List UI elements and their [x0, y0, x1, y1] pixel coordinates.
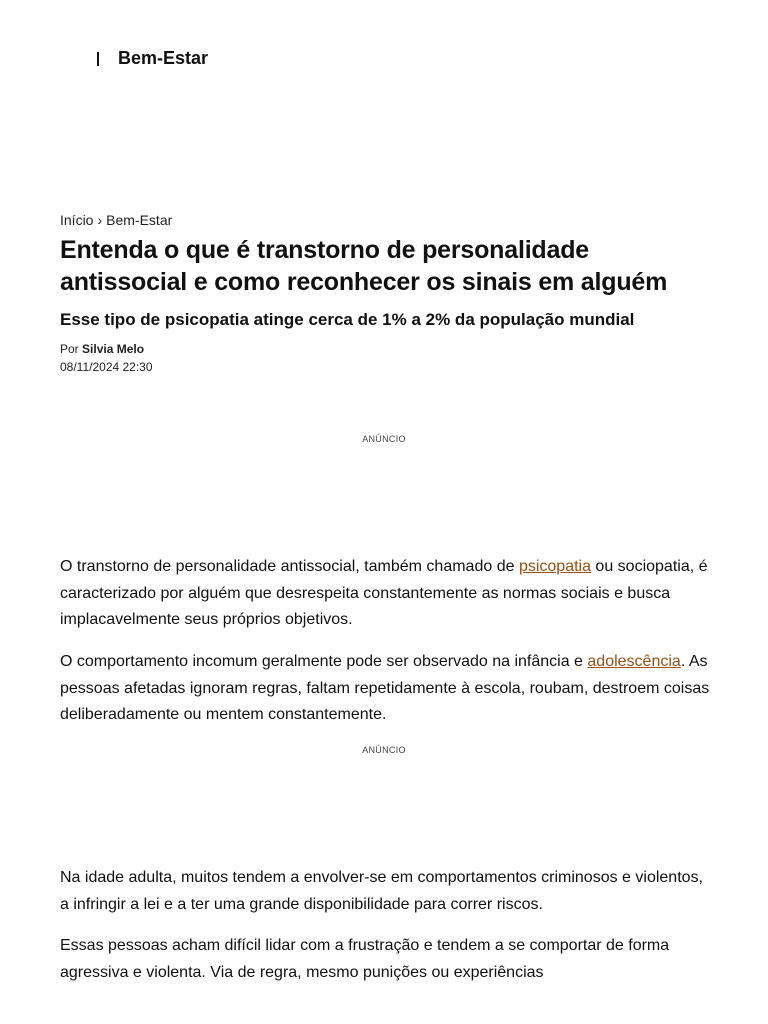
article-subtitle: Esse tipo de psicopatia atinge cerca de 1% a 2% da população mundial	[60, 310, 635, 329]
paragraph-text: . As pessoas afetadas ignoram regras, faltam repetidamente à escola, roubam, destroem coisas deliberadamente ou mentem constantemente.	[60, 653, 710, 723]
byline	[60, 340, 710, 358]
author-link[interactable]: Silvia Melo	[82, 342, 145, 356]
paragraph-text: O comportamento incomum geralmente pode ser observado na infância e	[60, 653, 588, 670]
ad-label: ANÚNCIO	[362, 745, 406, 755]
article-paragraph	[60, 649, 710, 729]
article-paragraph	[60, 554, 710, 634]
article-paragraph: Essas pessoas acham difícil lidar com a frustração e tendem a se comportar de forma agressiva e violenta. Via de regra, mesmo punições ou experiências	[60, 937, 670, 981]
breadcrumb	[60, 210, 710, 230]
psicopatia-link[interactable]: psicopatia	[518, 558, 591, 575]
article-header	[60, 210, 710, 376]
breadcrumb-separator: ›	[97, 212, 103, 228]
paragraph-text: ou sociopatia, é caracterizado por alguém que desrespeita constantemente as normas sociais e busca implacavelmente seus próprios objetivos.	[60, 558, 708, 628]
breadcrumb-section-link[interactable]: Bem-Estar	[106, 212, 173, 228]
byline-prefix: Por	[60, 342, 79, 356]
header-divider	[97, 52, 99, 66]
ad-label: ANÚNCIO	[362, 434, 406, 444]
article-title: Entenda o que é transtorno de personalidade antissocial e como reconhecer os sinais em alguém	[60, 236, 668, 296]
paragraph-text: O transtorno de personalidade antissocial, também chamado de	[60, 558, 519, 575]
article-paragraph: Na idade adulta, muitos tendem a envolver-se em comportamentos criminosos e violentos, a infringir a lei e a ter uma grande disponibilidade para correr riscos.	[60, 869, 703, 913]
section-name-link[interactable]: Bem-Estar	[118, 48, 209, 68]
publish-date: 08/11/2024 22:30	[60, 360, 153, 374]
breadcrumb-home-link[interactable]: Início	[60, 212, 94, 228]
site-header	[0, 0, 768, 120]
adolescencia-link[interactable]: adolescência	[587, 653, 681, 670]
